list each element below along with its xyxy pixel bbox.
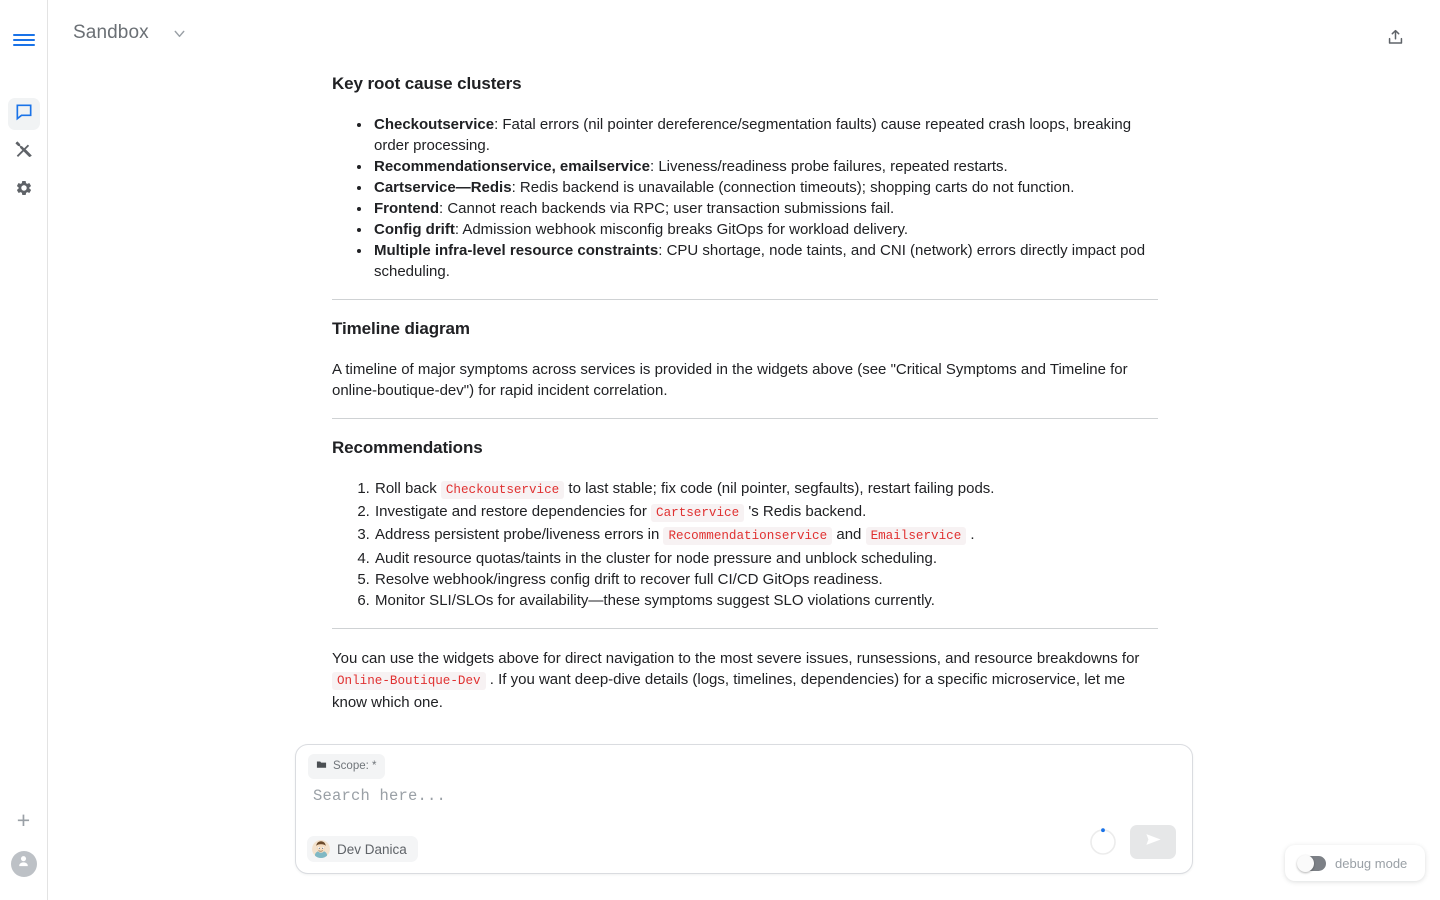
timeline-paragraph: A timeline of major symptoms across services is provided in the widgets above (see "Critical Symptoms and Timeline for online-boutique-dev") for rapid incident correlation.: [332, 361, 1128, 399]
section-heading-root-causes: Key root cause clusters: [332, 74, 522, 93]
debug-mode-label: debug mode: [1335, 855, 1408, 871]
list-item: [374, 478, 1158, 501]
scope-chip[interactable]: [308, 754, 385, 779]
tools-icon: [14, 140, 33, 164]
chat-bubble-icon: [14, 102, 34, 127]
inline-code: Recommendationservice: [663, 527, 832, 545]
message-composer[interactable]: [295, 744, 1193, 874]
toggle-switch-icon: [1297, 855, 1314, 872]
list-item: [372, 219, 1158, 240]
inline-code: Checkoutservice: [441, 481, 564, 499]
section-heading-timeline: Timeline diagram: [332, 319, 470, 338]
list-item-term: Cartservice—Redis: [374, 179, 512, 196]
list-item-text: : Admission webhook misconfig breaks GitOps for workload delivery.: [454, 221, 909, 238]
search-input[interactable]: Search here...: [313, 787, 447, 805]
list-item: [372, 156, 1158, 177]
user-avatar-icon: [15, 853, 32, 875]
list-item: [372, 177, 1158, 198]
workspace-selector[interactable]: [73, 22, 188, 44]
upload-icon[interactable]: [1380, 22, 1410, 52]
rec-text-pre: Roll back: [375, 480, 441, 497]
list-item: [374, 590, 1158, 611]
sidebar-item-tools[interactable]: [8, 136, 40, 168]
hamburger-menu-icon[interactable]: [8, 24, 40, 56]
divider: [332, 628, 1158, 629]
rec-text-pre: Investigate and restore dependencies for: [375, 503, 652, 521]
chat-response-body: [332, 74, 1158, 713]
list-item-text: : Redis backend is unavailable (connection timeouts); shopping carts do not function.: [511, 179, 1075, 196]
closing-text-post: . If you want deep-dive details (logs, timelines, dependencies) for a specific microservice, let me know which one.: [332, 671, 1126, 712]
list-item-text: : CPU shortage, node taints, and CNI (network) errors directly impact pod scheduling.: [374, 242, 1146, 280]
list-item: [374, 569, 1158, 590]
rec-text-post: to last stable; fix code (nil pointer, segfaults), restart failing pods.: [564, 480, 995, 497]
send-button[interactable]: [1130, 825, 1176, 859]
folder-icon: [316, 757, 327, 775]
rail-bottom-group: [7, 803, 41, 886]
section-heading-recommendations: Recommendations: [332, 438, 483, 457]
top-header: [48, 0, 1440, 76]
debug-mode-panel: [1285, 845, 1425, 881]
rail-top-group: [8, 24, 40, 212]
gear-icon: [15, 179, 33, 202]
rec-text-post: .: [966, 526, 975, 544]
rec-text-mid: and: [832, 526, 866, 544]
list-item-term: Multiple infra-level resource constraints: [374, 242, 659, 259]
closing-paragraph: [332, 648, 1158, 713]
list-item: [372, 114, 1158, 156]
recommendations-list: [332, 478, 1158, 611]
list-item: [374, 548, 1158, 569]
list-item-text: : Liveness/readiness probe failures, repeated restarts.: [649, 158, 1008, 175]
loading-spinner-icon: [1088, 827, 1118, 857]
list-item: [372, 240, 1158, 282]
list-item: [374, 501, 1158, 524]
rec-text-post: 's Redis backend.: [744, 503, 867, 521]
list-item-term: Checkoutservice: [374, 116, 495, 133]
closing-text-pre: You can use the widgets above for direct navigation to the most severe issues, runsessions, and resource breakdowns for: [332, 650, 1140, 668]
user-chip-label: Dev Danica: [337, 841, 407, 857]
list-item: [374, 524, 1158, 547]
list-item-term: Recommendationservice, emailservice: [374, 158, 650, 175]
left-sidebar-rail: [0, 0, 48, 900]
rec-text-pre: Address persistent probe/liveness errors in: [375, 526, 664, 544]
page-title: Sandbox: [73, 22, 149, 43]
sidebar-item-settings[interactable]: [8, 174, 40, 206]
divider: [332, 418, 1158, 419]
rec-text-pre: Audit resource quotas/taints in the cluster for node pressure and unblock scheduling.: [375, 549, 938, 567]
user-chip[interactable]: [307, 836, 418, 862]
list-item-term: Frontend: [374, 200, 439, 217]
chevron-down-icon[interactable]: [171, 25, 188, 42]
inline-code: Cartservice: [651, 504, 744, 522]
debug-mode-toggle[interactable]: [1298, 856, 1326, 871]
list-item: [372, 198, 1158, 219]
rec-text-pre: Monitor SLI/SLOs for availability—these symptoms suggest SLO violations currently.: [375, 592, 935, 610]
list-item-term: Config drift: [374, 221, 455, 238]
scope-chip-label: Scope: *: [333, 760, 377, 772]
new-session-button[interactable]: +: [16, 806, 31, 833]
inline-code: Online-Boutique-Dev: [332, 672, 486, 690]
user-portrait-avatar: [312, 840, 330, 858]
root-cause-list: [332, 114, 1158, 282]
inline-code: Emailservice: [866, 527, 967, 545]
list-item-text: : Cannot reach backends via RPC; user transaction submissions fail.: [439, 200, 895, 217]
rec-text-pre: Resolve webhook/ingress config drift to recover full CI/CD GitOps readiness.: [375, 570, 883, 588]
divider: [332, 299, 1158, 300]
sidebar-item-chat[interactable]: [8, 98, 40, 130]
list-item-text: : Fatal errors (nil pointer dereference/segmentation faults) cause repeated crash loops, breaking order processing.: [374, 116, 1132, 154]
send-paper-plane-icon: [1144, 830, 1163, 854]
account-avatar-button[interactable]: [11, 851, 37, 877]
